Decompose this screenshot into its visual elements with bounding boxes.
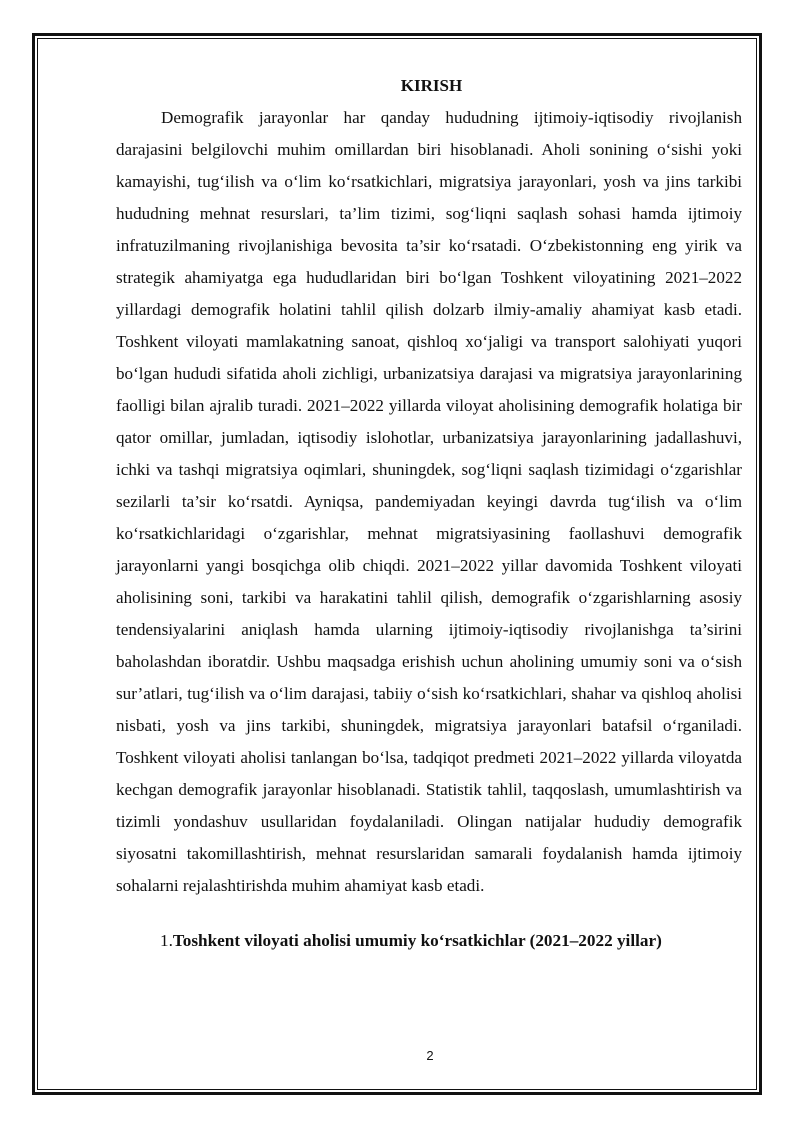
page-number: 2	[426, 1048, 434, 1063]
page-heading: KIRISH	[400, 76, 463, 95]
section-title: Toshkent viloyati aholisi umumiy ko‘rsatkichlar (2021–2022 yillar)	[172, 931, 662, 950]
section-heading	[116, 926, 742, 956]
intro-paragraph: Demografik jarayonlar har qanday hududning ijtimoiy-iqtisodiy rivojlanish darajasini belgilovchi muhim omillardan biri hisoblanadi. Aholi sonining o‘sishi yoki kamayishi, tug‘ilish va o‘lim ko‘rsatkichlari, migratsiya jarayonlari, yosh va jins tarkibi hududning mehnat resurslari, ta’lim tizimi, sog‘liqni saqlash sohasi hamda ijtimoiy infratuzilmaning rivojlanishiga bevosita ta’sir ko‘rsatadi. O‘zbekistonning eng yirik va strategik ahamiyatga ega hududlaridan biri bo‘lgan Toshkent viloyatining 2021–2022 yillardagi demografik holatini tahlil qilish dolzarb ilmiy-amaliy ahamiyat kasb etadi. Toshkent viloyati mamlakatning sanoat, qishloq xo‘jaligi va transport salohiyati yuqori bo‘lgan hududi sifatida aholi zichligi, urbanizatsiya darajasi va migratsiya jarayonlarining faolligi bilan ajralib turadi. 2021–2022 yillarda viloyat aholisining demografik holatiga bir qator omillar, jumladan, iqtisodiy islohotlar, urbanizatsiya jarayonlarining jadallashuvi, ichki va tashqi migratsiya oqimlari, shuningdek, sog‘liqni saqlash tizimidagi o‘zgarishlar sezilarli ta’sir ko‘rsatdi. Ayniqsa, pandemiyadan keyingi davrda tug‘ilish va o‘lim ko‘rsatkichlaridagi o‘zgarishlar, mehnat migratsiyasining faollashuvi demografik jarayonlarni yangi bosqichga olib chiqdi. 2021–2022 yillar davomida Toshkent viloyati aholisining soni, tarkibi va harakatini tahlil qilish, demografik o‘zgarishlarning asosiy tendensiyalarini aniqlash hamda ularning ijtimoiy-iqtisodiy rivojlanishga ta’sirini baholashdan iboratdir. Ushbu maqsadga erishish uchun aholining umumiy soni va o‘sish sur’atlari, tug‘ilish va o‘lim darajasi, tabiiy o‘sish ko‘rsatkichlari, shahar va qishloq aholisi nisbati, yosh va jins tarkibi, shuningdek, migratsiya jarayonlari batafsil o‘rganiladi. Toshkent viloyati aholisi tanlangan bo‘lsa, tadqiqot predmeti 2021–2022 yillarda viloyatda kechgan demografik jarayonlar hisoblanadi. Statistik tahlil, taqqoslash, umumlashtirish va tizimli yondashuv usullaridan foydalaniladi. Olingan natijalar hududiy demografik siyosatni takomillashtirish, mehnat resurslaridan samarali foydalanish hamda ijtimoiy sohalarni rejalashtirishda muhim ahamiyat kasb etadi.	[116, 108, 742, 895]
section-number: 1.	[160, 931, 173, 950]
page-content	[116, 72, 742, 956]
